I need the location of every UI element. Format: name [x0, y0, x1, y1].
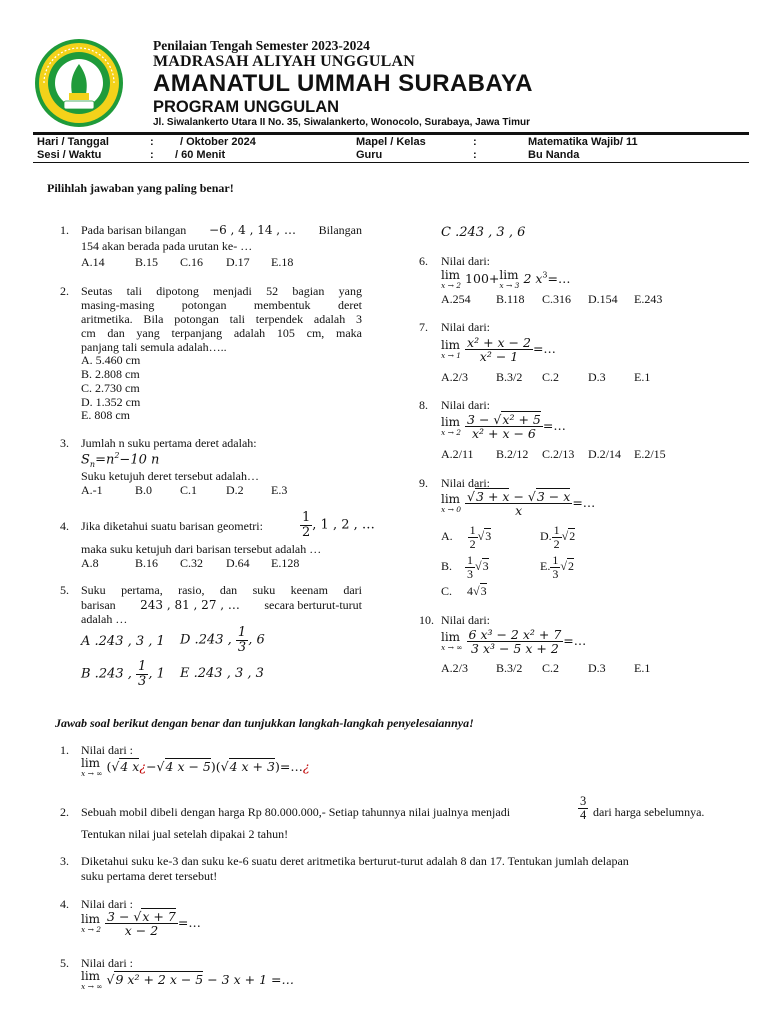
q1-option-a[interactable]: A.14: [81, 255, 105, 269]
q6-lim2: [499, 269, 519, 290]
q9-option-e-root: 2: [567, 558, 574, 573]
q2-line4: cm dan yang terpanjang adalah 105 cm, maka: [81, 326, 362, 340]
q3-formula-eq: =n: [95, 452, 115, 468]
q9-equals: =…: [572, 495, 596, 511]
e5-number: 5.: [60, 956, 69, 970]
e2-fraction-den: 4: [580, 808, 587, 823]
q6-text: Nilai dari:: [441, 254, 490, 268]
e5-sqrt: 9 x² + 2 x − 5: [115, 971, 204, 987]
q3-option-e[interactable]: E.3: [271, 483, 288, 497]
q9-option-a-root: 3: [485, 528, 492, 543]
q4-option-c[interactable]: C.32: [180, 556, 204, 570]
q3-text-c: Suku ketujuh deret tersebut adalah…: [81, 469, 259, 483]
q9-fraction-den: x: [515, 503, 523, 519]
q9-option-b[interactable]: B. $\frac{1}{3}$ √3: [441, 553, 489, 581]
e2-text-b: dari harga sebelumnya.: [593, 805, 705, 819]
e1-lim-word: lim: [81, 756, 101, 770]
q3-formula-s: S: [81, 452, 90, 468]
q8-num-sqrt: x² + 5: [502, 412, 541, 427]
e4-fraction-den: x − 2: [124, 923, 159, 939]
q2-option-e[interactable]: E. 808 cm: [81, 408, 130, 422]
q5-option-d-frac: [236, 626, 248, 654]
e5-expression: lim x → ∞ √9 x² + 2 x − 5 − 3 x + 1 =…: [81, 969, 294, 991]
q6-expr-3: =…: [547, 270, 571, 286]
e4-lim: [81, 913, 101, 934]
q9-lim: [441, 493, 461, 514]
q5-sequence: 243 , 81 , 27 , …: [140, 598, 240, 612]
q4-fraction-num: 1: [302, 510, 311, 525]
q9-option-d-root: 2: [569, 528, 576, 543]
q9-fraction-num: √3 + x − √3 − x: [467, 489, 571, 504]
q1-text-b: Bilangan: [318, 223, 362, 237]
q10-options: [441, 661, 650, 676]
q9-number: 9.: [419, 476, 428, 490]
q3-text-a: Jumlah n suku pertama deret adalah:: [81, 436, 257, 450]
guru-value: Bu Nanda: [528, 149, 580, 161]
q4-option-d[interactable]: D.64: [226, 556, 250, 570]
e5-lim: [81, 970, 103, 991]
q9-option-b-label: B.: [441, 558, 453, 573]
q6-option-a[interactable]: A.254: [441, 292, 471, 306]
q8-option-d[interactable]: D.2/14: [588, 447, 621, 461]
section1-instruction: Pilihlah jawaban yang paling benar!: [47, 181, 234, 195]
q9-num-sqrt2: 3 − x: [536, 489, 571, 504]
e4-number: 4.: [60, 897, 69, 911]
hari-label: Hari / Tanggal: [37, 136, 109, 148]
q3-option-a[interactable]: A.-1: [81, 483, 103, 497]
e5-lim-sub: x → ∞: [81, 982, 103, 991]
q8-number: 8.: [419, 398, 428, 412]
q7-equals: =…: [532, 341, 556, 357]
e4-text: Nilai dari :: [81, 897, 133, 911]
q3-option-d[interactable]: D.2: [226, 483, 244, 497]
header-rule-top: [33, 132, 749, 135]
q6-options: [441, 292, 662, 307]
q6-lim1-sub: x → 2: [441, 281, 462, 290]
q3-options: [81, 483, 287, 498]
q5-option-d-a: D .243 ,: [180, 632, 232, 648]
q4-option-b[interactable]: B.16: [135, 556, 159, 570]
q9-expression: [441, 490, 595, 517]
e3-number: 3.: [60, 854, 69, 868]
q9-text: Nilai dari:: [441, 476, 490, 490]
q7-option-d[interactable]: D.3: [588, 370, 606, 384]
e1-sqrt-2: 4 x − 5: [165, 758, 211, 774]
q2-line5: panjang tali semula adalah…..: [81, 340, 227, 354]
q9-lim-word: lim: [441, 492, 461, 507]
q5-option-b-a: B .243 ,: [81, 666, 132, 682]
q9-option-e-frac: [550, 554, 560, 580]
q6-option-c[interactable]: C.316: [542, 292, 572, 306]
q5-option-b[interactable]: [81, 660, 165, 688]
section2-instruction: Jawab soal berikut dengan benar dan tunjukkan langkah-langkah penyelesaiannya!: [55, 716, 474, 730]
q2-line2: masing-masing potongan membentuk deret: [81, 298, 362, 312]
q4-fraction-den: 2: [302, 524, 311, 540]
q9-option-c-root: 3: [480, 584, 487, 598]
e4-expression: [81, 910, 201, 937]
q8-fraction-den: x² + x − 6: [471, 426, 536, 442]
q5-option-b-num: 1: [138, 659, 147, 674]
e1-sqrt-1: 4 x: [120, 758, 140, 774]
q7-option-e[interactable]: E.1: [634, 370, 651, 384]
q1-option-d[interactable]: D.17: [226, 255, 250, 269]
e2-number: 2.: [60, 805, 69, 819]
q4-sequence-rest: , 1 , 2 , …: [312, 517, 375, 533]
q4-option-e[interactable]: E.128: [271, 556, 300, 570]
q4-text-a: Jika diketahui suatu barisan geometri:: [81, 519, 263, 533]
school-name: AMANATUL UMMAH SURABAYA: [153, 70, 533, 97]
e3-text-b: suku pertama deret tersebut!: [81, 869, 218, 883]
q7-option-a[interactable]: A.2/3: [441, 370, 468, 384]
q3-formula-sup: 2: [114, 451, 120, 460]
q9-option-b-num: 1: [467, 553, 474, 567]
q7-fraction-den: x² − 1: [479, 349, 519, 365]
q5-option-a[interactable]: A .243 , 3 , 1: [81, 634, 165, 649]
school-address: Jl. Siwalankerto Utara II No. 35, Siwalankerto, Wonocolo, Surabaya, Jawa Timur: [153, 117, 530, 128]
q2-line3: aritmetika. Bila potongan tali terpendek adalah 3: [81, 312, 362, 326]
e4-lim-sub: x → 2: [81, 925, 102, 935]
guru-colon: :: [473, 149, 477, 161]
q9-option-a[interactable]: A. $\frac{1}{2}$ √3: [441, 523, 492, 551]
q10-option-e[interactable]: E.1: [634, 661, 651, 675]
e1-expression: lim x → ∞ (√4 x¿−√4 x − 5)(√4 x + 3)=…¿: [81, 756, 310, 778]
q9-option-d-label: D.: [540, 528, 552, 543]
e1-number: 1.: [60, 743, 69, 757]
q7-expression: [441, 336, 556, 363]
q10-fraction-den: 3 x³ − 5 x + 2: [471, 641, 559, 657]
hari-value: / Oktober 2024: [180, 136, 256, 148]
q10-equals: =…: [563, 633, 587, 649]
q1-option-c[interactable]: C.16: [180, 255, 204, 269]
e1-minus: −: [146, 758, 157, 774]
q9-lim-sub: x → 0: [441, 505, 462, 515]
q6-lim1: [441, 269, 461, 290]
q10-option-d[interactable]: D.3: [588, 661, 606, 675]
q9-option-b-frac: [465, 554, 475, 580]
q5-option-d[interactable]: [180, 626, 265, 654]
q3-formula-rest: −10 n: [119, 452, 160, 468]
q6-expr-2: 2 x: [523, 270, 543, 286]
q5-option-d-den: 3: [237, 639, 247, 655]
q7-option-c[interactable]: C.2: [542, 370, 560, 384]
q10-option-a[interactable]: A.2/3: [441, 661, 468, 675]
q9-option-c[interactable]: C. 4√3: [441, 584, 487, 598]
q5-option-b-b: , 1: [148, 666, 165, 682]
q10-text: Nilai dari:: [441, 613, 490, 627]
q1-line1: [81, 223, 362, 238]
q7-option-b[interactable]: B.3/2: [496, 370, 523, 384]
e5-text: Nilai dari :: [81, 956, 133, 970]
logo-icon: [34, 38, 124, 128]
q6-expression: [441, 269, 571, 290]
q5-option-d-num: 1: [237, 625, 247, 640]
q1-options: [81, 255, 293, 270]
q9-option-b-den: 3: [467, 566, 474, 581]
q2-option-c[interactable]: C. 2.730 cm: [81, 381, 140, 395]
q5-number: 5.: [60, 583, 69, 597]
q4-text-b: maka suku ketujuh dari barisan tersebut adalah …: [81, 542, 322, 556]
e2-text-c: Tentukan nilai jual setelah dipakai 2 tahun!: [81, 827, 289, 841]
q9-option-a-num: 1: [469, 523, 476, 537]
e2-fraction-num: 3: [580, 794, 587, 808]
q4-sequence: [300, 511, 375, 539]
q5-option-d-b: , 6: [248, 632, 265, 648]
q9-option-c-label: C.: [441, 584, 453, 598]
e2-fraction: [578, 795, 588, 822]
q7-number: 7.: [419, 320, 428, 334]
q9-option-d-den: 2: [553, 536, 560, 551]
q8-option-c[interactable]: C.2/13: [542, 447, 575, 461]
q2-number: 2.: [60, 284, 69, 298]
q4-number: 4.: [60, 519, 69, 533]
q7-lim: [441, 339, 461, 360]
q5-text-b2: secara berturut-turut: [264, 598, 362, 612]
e2-text-a: Sebuah mobil dibeli dengan harga Rp 80.000.000,- Setiap tahunnya nilai jualnya menjadi: [81, 805, 511, 819]
q8-lim: [441, 416, 461, 437]
q6-lim1-word: lim: [441, 268, 461, 282]
q7-text: Nilai dari:: [441, 320, 490, 334]
q7-options: [441, 370, 650, 385]
e1-glyph-1: ¿: [139, 758, 147, 774]
mapel-colon: :: [473, 136, 477, 148]
e3-text-a: Diketahui suku ke-3 dan suku ke-6 suatu deret aritmetika berturut-turut adalah 8 dan 17. Tentukan jumlah delapan: [81, 854, 629, 868]
header-rule-bottom: [33, 162, 749, 163]
q3-option-b[interactable]: B.0: [135, 483, 153, 497]
sesi-colon: :: [150, 149, 154, 161]
q2-option-a[interactable]: A. 5.460 cm: [81, 353, 141, 367]
e4-fraction: [105, 910, 178, 937]
q10-fraction: [467, 628, 564, 655]
exam-title: Penilaian Tengah Semester 2023-2024: [153, 38, 370, 53]
mapel-value: Matematika Wajib/ 11: [528, 136, 638, 148]
q10-option-b[interactable]: B.3/2: [496, 661, 523, 675]
q5-text-a: Suku pertama, rasio, dan suku keenam dari: [81, 583, 362, 597]
e4-num-a: 3 −: [107, 909, 130, 924]
q2-line1: Seutas tali dipotong menjadi 52 bagian yang: [81, 284, 362, 298]
q7-fraction-num: x² + x − 2: [467, 335, 531, 350]
q4-options: [81, 556, 299, 571]
q5-option-b-den: 3: [138, 673, 147, 689]
q1-text-a: Pada barisan bilangan: [81, 223, 187, 237]
q9-option-a-label: A.: [441, 528, 453, 543]
q8-fraction: [465, 413, 543, 440]
e1-sqrt-3: 4 x + 3: [229, 758, 275, 774]
q8-expression: [441, 413, 566, 440]
q1-option-e[interactable]: E.18: [271, 255, 294, 269]
q4-option-a[interactable]: A.8: [81, 556, 99, 570]
q8-lim-sub: x → 2: [441, 428, 462, 438]
q5-option-b-frac: [136, 660, 148, 688]
q6-option-d[interactable]: D.154: [588, 292, 618, 306]
e5-lim-word: lim: [81, 969, 101, 983]
q9-fraction: [465, 490, 572, 517]
e1-paren-2: )(: [210, 758, 221, 774]
q5-text-b1: barisan: [81, 598, 116, 612]
q1-option-b[interactable]: B.15: [135, 255, 159, 269]
q10-number: 10.: [419, 613, 434, 627]
q8-fraction-num: 3 − √x² + 5: [467, 412, 541, 427]
q6-lim2-sub: x → 3: [499, 281, 520, 290]
e1-glyph-2: ¿: [302, 758, 310, 774]
e1-text: Nilai dari :: [81, 743, 133, 757]
q7-lim-sub: x → 1: [441, 351, 462, 361]
q10-lim-sub: x → ∞: [441, 643, 463, 653]
q10-lim: [441, 631, 463, 652]
q9-option-e-den: 3: [552, 566, 559, 581]
q6-number: 6.: [419, 254, 428, 268]
q9-option-c-value: 4: [467, 584, 474, 598]
q6-option-b[interactable]: B.118: [496, 292, 525, 306]
q10-lim-word: lim: [441, 630, 461, 645]
q1-number: 1.: [60, 223, 69, 237]
q8-option-a[interactable]: A.2/11: [441, 447, 474, 461]
e1-lim-sub: x → ∞: [81, 769, 103, 778]
q9-option-d-frac: [552, 524, 562, 550]
e4-equals: =…: [177, 915, 201, 931]
q10-fraction-num: 6 x³ − 2 x² + 7: [468, 627, 562, 642]
q3-option-c[interactable]: C.1: [180, 483, 198, 497]
q8-text: Nilai dari:: [441, 398, 490, 412]
q6-lim2-word: lim: [499, 268, 519, 282]
q9-option-e-num: 1: [552, 553, 559, 567]
q3-formula-sub: n: [89, 459, 96, 469]
e1-paren-3: )=…: [274, 758, 303, 774]
q4-fraction: [300, 511, 312, 539]
e4-lim-word: lim: [81, 912, 101, 927]
q9-option-d[interactable]: D. $\frac{1}{2}$ √2: [540, 523, 576, 551]
q7-lim-word: lim: [441, 338, 461, 353]
e4-fraction-num: 3 − √x + 7: [107, 909, 176, 924]
q6-option-e[interactable]: E.243: [634, 292, 663, 306]
sesi-value: / 60 Menit: [175, 149, 226, 161]
q6-expr-1: 100+: [465, 270, 500, 286]
q2-option-d[interactable]: D. 1.352 cm: [81, 395, 141, 409]
madrasah-name: MADRASAH ALIYAH UNGGULAN: [153, 53, 416, 70]
e5-rest: − 3 x + 1 =…: [207, 971, 294, 987]
q8-options: [441, 447, 666, 462]
q5-text-c: adalah …: [81, 612, 128, 626]
q7-fraction: [465, 336, 533, 363]
e1-paren-1: (: [106, 758, 112, 774]
q1-line2: 154 akan berada pada urutan ke- …: [81, 239, 253, 253]
q8-option-b[interactable]: B.2/12: [496, 447, 529, 461]
q6-expr-2-sup: 3: [542, 270, 548, 280]
q9-option-a-frac: [468, 524, 478, 550]
q5-option-c[interactable]: C .243 , 3 , 6: [441, 225, 526, 240]
q5-line2: [81, 598, 362, 613]
q9-option-d-num: 1: [553, 523, 560, 537]
q9-option-a-den: 2: [469, 536, 476, 551]
guru-label: Guru: [356, 149, 383, 161]
e2-fraction-inner: [578, 795, 588, 822]
q9-option-e[interactable]: E. $\frac{1}{3}$ √2: [540, 553, 574, 581]
q5-option-e[interactable]: E .243 , 3 , 3: [180, 666, 264, 681]
q10-expression: [441, 628, 586, 655]
q8-option-e[interactable]: E.2/15: [634, 447, 666, 461]
sesi-label: Sesi / Waktu: [37, 149, 102, 161]
mapel-label: Mapel / Kelas: [356, 136, 426, 148]
q10-option-c[interactable]: C.2: [542, 661, 560, 675]
q3-formula: [81, 451, 159, 469]
q9-option-b-root: 3: [482, 558, 489, 573]
q9-num-sqrt1: 3 + x: [476, 489, 510, 504]
program-name: PROGRAM UNGGULAN: [153, 98, 340, 116]
q3-number: 3.: [60, 436, 69, 450]
q9-num-minus: −: [513, 489, 524, 504]
e1-lim: [81, 757, 103, 778]
e4-num-sqrt: x + 7: [142, 909, 176, 924]
q1-sequence: −6 , 4 , 14 , …: [209, 223, 296, 237]
q8-equals: =…: [542, 418, 566, 434]
q8-num-a: 3 −: [467, 412, 490, 427]
q8-lim-word: lim: [441, 415, 461, 430]
q9-option-e-label: E.: [540, 558, 551, 573]
hari-colon: :: [150, 136, 154, 148]
q2-option-b[interactable]: B. 2.808 cm: [81, 367, 140, 381]
